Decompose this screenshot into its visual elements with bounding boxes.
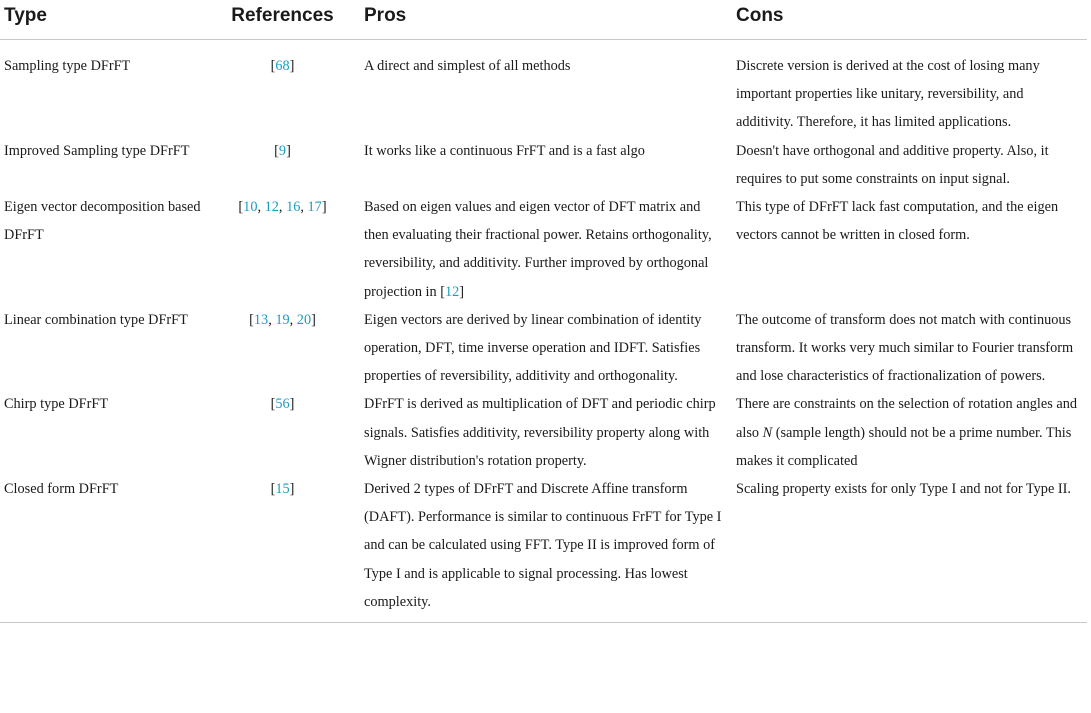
header-type: Type <box>0 0 207 40</box>
cell-pros: Eigen vectors are derived by linear combination of identity operation, DFT, time inverse operation and IDFT. Satisfies properties of reversibility, additivity and orthogonality. <box>364 311 702 385</box>
table-row <box>0 390 1087 475</box>
reference-link[interactable]: 9 <box>278 142 287 159</box>
cell-type: Chirp type DFrFT <box>4 396 109 413</box>
reference-link[interactable]: 17 <box>307 199 322 216</box>
reference-link[interactable]: 19 <box>275 311 290 328</box>
cell-references: [10, 12, 16, 17] <box>238 199 327 216</box>
cell-pros: Derived 2 types of DFrFT and Discrete Affine transform (DAFT). Performance is similar to continuous FrFT for Type I and can be calculated using FFT. Type II is improved form of Type I and is applicable to signal processing. Has lowest complexity. <box>358 475 732 623</box>
cell-cons: Discrete version is derived at the cost of losing many important properties like unitary, reversibility, and additivity. Therefore, it has limited applications. <box>736 58 1040 131</box>
table-row <box>0 40 1087 137</box>
reference-link[interactable]: 10 <box>243 199 258 216</box>
header-references: References <box>207 0 358 40</box>
cell-type: Improved Sampling type DFrFT <box>4 142 190 159</box>
cell-references: [13, 19, 20] <box>249 311 316 328</box>
cell-cons <box>732 390 1087 475</box>
header-cons: Cons <box>732 0 1087 40</box>
cell-pros: It works like a continuous FrFT and is a fast algo <box>364 142 645 159</box>
cell-type: Sampling type DFrFT <box>4 58 131 74</box>
cell-pros: A direct and simplest of all methods <box>364 58 571 74</box>
reference-link[interactable]: 12 <box>445 283 460 300</box>
cell-cons: The outcome of transform does not match with continuous transform. It works very much similar to Fourier transform and lose characteristics of fractionalization of powers. <box>736 311 1074 385</box>
reference-link[interactable]: 13 <box>253 311 269 328</box>
pros-text: Based on eigen values and eigen vector of DFT matrix and then evaluating their fractional power. Retains orthogonality, reversibility, and additivity. Further improved by orthogonal projection in <box>364 199 712 300</box>
cell-references: [68] <box>270 58 295 74</box>
reference-link[interactable]: 68 <box>275 58 290 74</box>
cell-references: [56] <box>270 396 295 413</box>
reference-link[interactable]: 56 <box>275 396 290 413</box>
cell-type: Closed form DFrFT <box>0 475 207 623</box>
reference-link[interactable]: 12 <box>264 199 279 216</box>
cell-pros: Based on eigen values and eigen vector of DFT matrix and then evaluating their fractional power. Retains orthogonality, reversibility, and additivity. Further improved by orthogonal projection in [12] <box>364 199 712 300</box>
reference-link[interactable]: 15 <box>275 481 290 498</box>
table-row <box>0 137 1087 193</box>
table-header-row <box>0 0 1087 40</box>
table-row <box>0 306 1087 391</box>
table-row <box>0 475 1087 623</box>
variable-n: N <box>762 424 773 441</box>
table-row <box>0 193 1087 306</box>
cell-cons: Scaling property exists for only Type I and not for Type II. <box>732 475 1087 623</box>
cell-pros: DFrFT is derived as multiplication of DFT and periodic chirp signals. Satisfies additivity, reversibility property along with Wigner distribution's rotation property. <box>364 396 716 469</box>
reference-link[interactable]: 16 <box>286 199 301 216</box>
cell-references: [9] <box>274 142 291 159</box>
cell-references: [15] <box>207 475 358 623</box>
cell-type: Linear combination type DFrFT <box>4 311 188 328</box>
reference-link[interactable]: 20 <box>296 311 312 328</box>
cell-cons: Doesn't have orthogonal and additive property. Also, it requires to put some constraints on input signal. <box>736 142 1049 187</box>
cons-text: There are constraints on the selection of rotation angles and also <box>736 396 1078 441</box>
cell-cons: This type of DFrFT lack fast computation, and the eigen vectors cannot be written in closed form. <box>736 199 1059 244</box>
cell-type: Eigen vector decomposition based DFrFT <box>4 199 201 244</box>
header-pros: Pros <box>358 0 732 40</box>
cons-text: (sample length) should not be a prime number. This makes it complicated <box>736 424 1072 469</box>
